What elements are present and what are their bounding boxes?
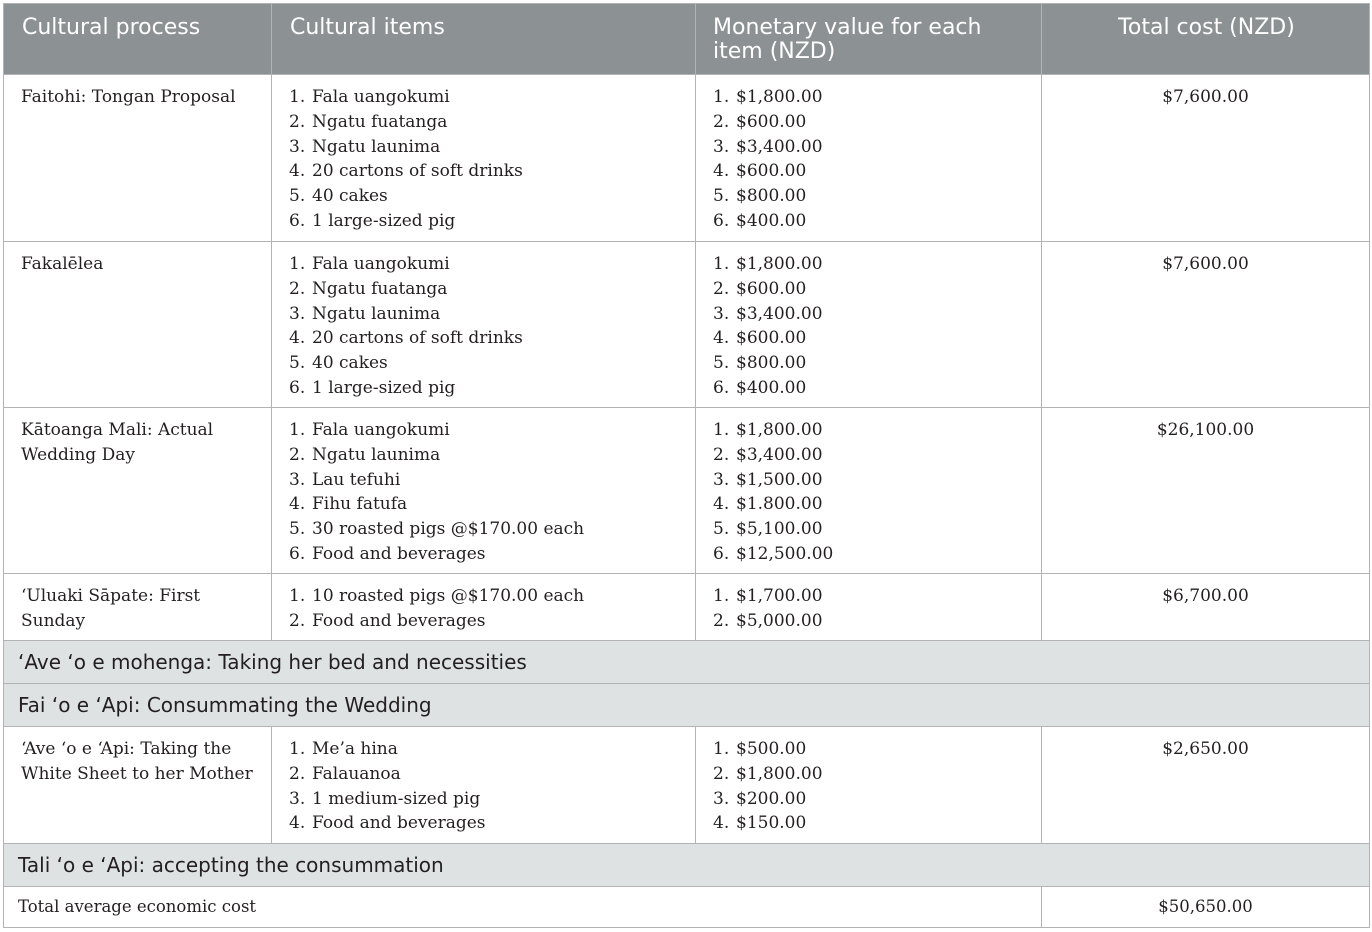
process-cell: ‘Ave ‘o e ‘Api: Taking the White Sheet to her Mother [4,727,272,844]
process-cell: ‘Uluaki Sāpate: First Sunday [4,574,272,641]
process-cell: Faitohi: Tongan Proposal [4,75,272,242]
list-item: 6. 1 large-sized pig [289,210,456,231]
items-cell [272,727,696,844]
list-item: 2. Food and beverages [289,610,486,631]
values-list [713,252,1025,401]
list-item: 5. 30 roasted pigs @$170.00 each [289,519,585,540]
list-item: 3. Lau tefuhi [289,469,401,490]
list-item: 3. $3,400.00 [713,303,823,324]
list-item: 3. Ngatu launima [289,303,441,324]
process-cell: Fakalēlea [4,242,272,408]
list-item: 6. $12,500.00 [713,543,834,564]
header-cultural-process: Cultural process [4,4,272,75]
items-cell [272,574,696,641]
list-item: 4. Food and beverages [289,813,486,834]
section-heading: ‘Ave ‘o e mohenga: Taking her bed and necessities [4,641,1370,684]
items-list [289,418,679,567]
header-monetary-value: Monetary value for each item (NZD) [696,4,1042,75]
list-item: 1. $1,800.00 [713,254,823,274]
list-item: 6. Food and beverages [289,543,486,564]
cost-table [3,3,1370,928]
list-item: 5. 40 cakes [289,186,388,207]
header-row [4,4,1370,75]
table-row [4,574,1370,641]
items-list [289,252,679,401]
values-cell [696,242,1042,408]
list-item: 1. $500.00 [713,739,807,759]
items-cell [272,408,696,574]
list-item: 2. $5,000.00 [713,610,823,631]
list-item: 1. Fala uangokumi [289,87,450,107]
total-cell: $7,600.00 [1042,242,1370,408]
list-item: 2. $3,400.00 [713,444,823,465]
list-item: 5. 40 cakes [289,353,388,374]
values-cell [696,727,1042,844]
values-cell [696,75,1042,242]
section-row [4,641,1370,684]
values-cell [696,574,1042,641]
items-list [289,737,679,836]
list-item: 5. $800.00 [713,353,807,374]
values-list [713,737,1025,836]
list-item: 3. $1,500.00 [713,469,823,490]
values-cell [696,408,1042,574]
list-item: 2. Falauanoa [289,763,401,784]
list-item: 3. 1 medium-sized pig [289,788,481,809]
section-row [4,844,1370,887]
list-item: 6. $400.00 [713,210,807,231]
list-item: 3. $200.00 [713,788,807,809]
grand-total: $50,650.00 [1042,887,1370,928]
section-heading: Tali ‘o e ‘Api: accepting the consummation [4,844,1370,887]
list-item: 5. $800.00 [713,186,807,207]
total-cell: $26,100.00 [1042,408,1370,574]
list-item: 4. $600.00 [713,161,807,182]
total-cell: $7,600.00 [1042,75,1370,242]
list-item: 4. 20 cartons of soft drinks [289,328,523,349]
list-item: 2. Ngatu fuatanga [289,111,448,132]
section-row [4,684,1370,727]
items-cell [272,242,696,408]
values-list [713,85,1025,234]
table-row [4,727,1370,844]
list-item: 1. Fala uangokumi [289,420,450,440]
header-total-cost: Total cost (NZD) [1042,4,1370,75]
list-item: 4. $150.00 [713,813,807,834]
list-item: 1. $1,700.00 [713,586,823,606]
list-item: 6. $400.00 [713,377,807,398]
list-item: 2. $600.00 [713,278,807,299]
values-list [713,584,1025,634]
list-item: 1. $1,800.00 [713,420,823,440]
table-row [4,242,1370,408]
list-item: 6. 1 large-sized pig [289,377,456,398]
items-cell [272,75,696,242]
list-item: 5. $5,100.00 [713,519,823,540]
process-cell: Kātoanga Mali: Actual Wedding Day [4,408,272,574]
list-item: 1. $1,800.00 [713,87,823,107]
list-item: 4. $1.800.00 [713,494,823,515]
list-item: 3. $3,400.00 [713,136,823,157]
items-list [289,584,679,634]
list-item: 2. Ngatu fuatanga [289,278,448,299]
values-list [713,418,1025,567]
footer-row [4,887,1370,928]
items-list [289,85,679,234]
list-item: 2. $1,800.00 [713,763,823,784]
footer-label: Total average economic cost [4,887,1042,928]
list-item: 1. 10 roasted pigs @$170.00 each [289,586,585,606]
section-heading: Fai ‘o e ‘Api: Consummating the Wedding [4,684,1370,727]
list-item: 4. $600.00 [713,328,807,349]
list-item: 2. Ngatu launima [289,444,441,465]
header-cultural-items: Cultural items [272,4,696,75]
list-item: 3. Ngatu launima [289,136,441,157]
table-row [4,408,1370,574]
total-cell: $2,650.00 [1042,727,1370,844]
list-item: 1. Me’a hina [289,739,398,759]
list-item: 1. Fala uangokumi [289,254,450,274]
table-row [4,75,1370,242]
list-item: 2. $600.00 [713,111,807,132]
list-item: 4. Fihu fatufa [289,494,408,515]
list-item: 4. 20 cartons of soft drinks [289,161,523,182]
total-cell: $6,700.00 [1042,574,1370,641]
